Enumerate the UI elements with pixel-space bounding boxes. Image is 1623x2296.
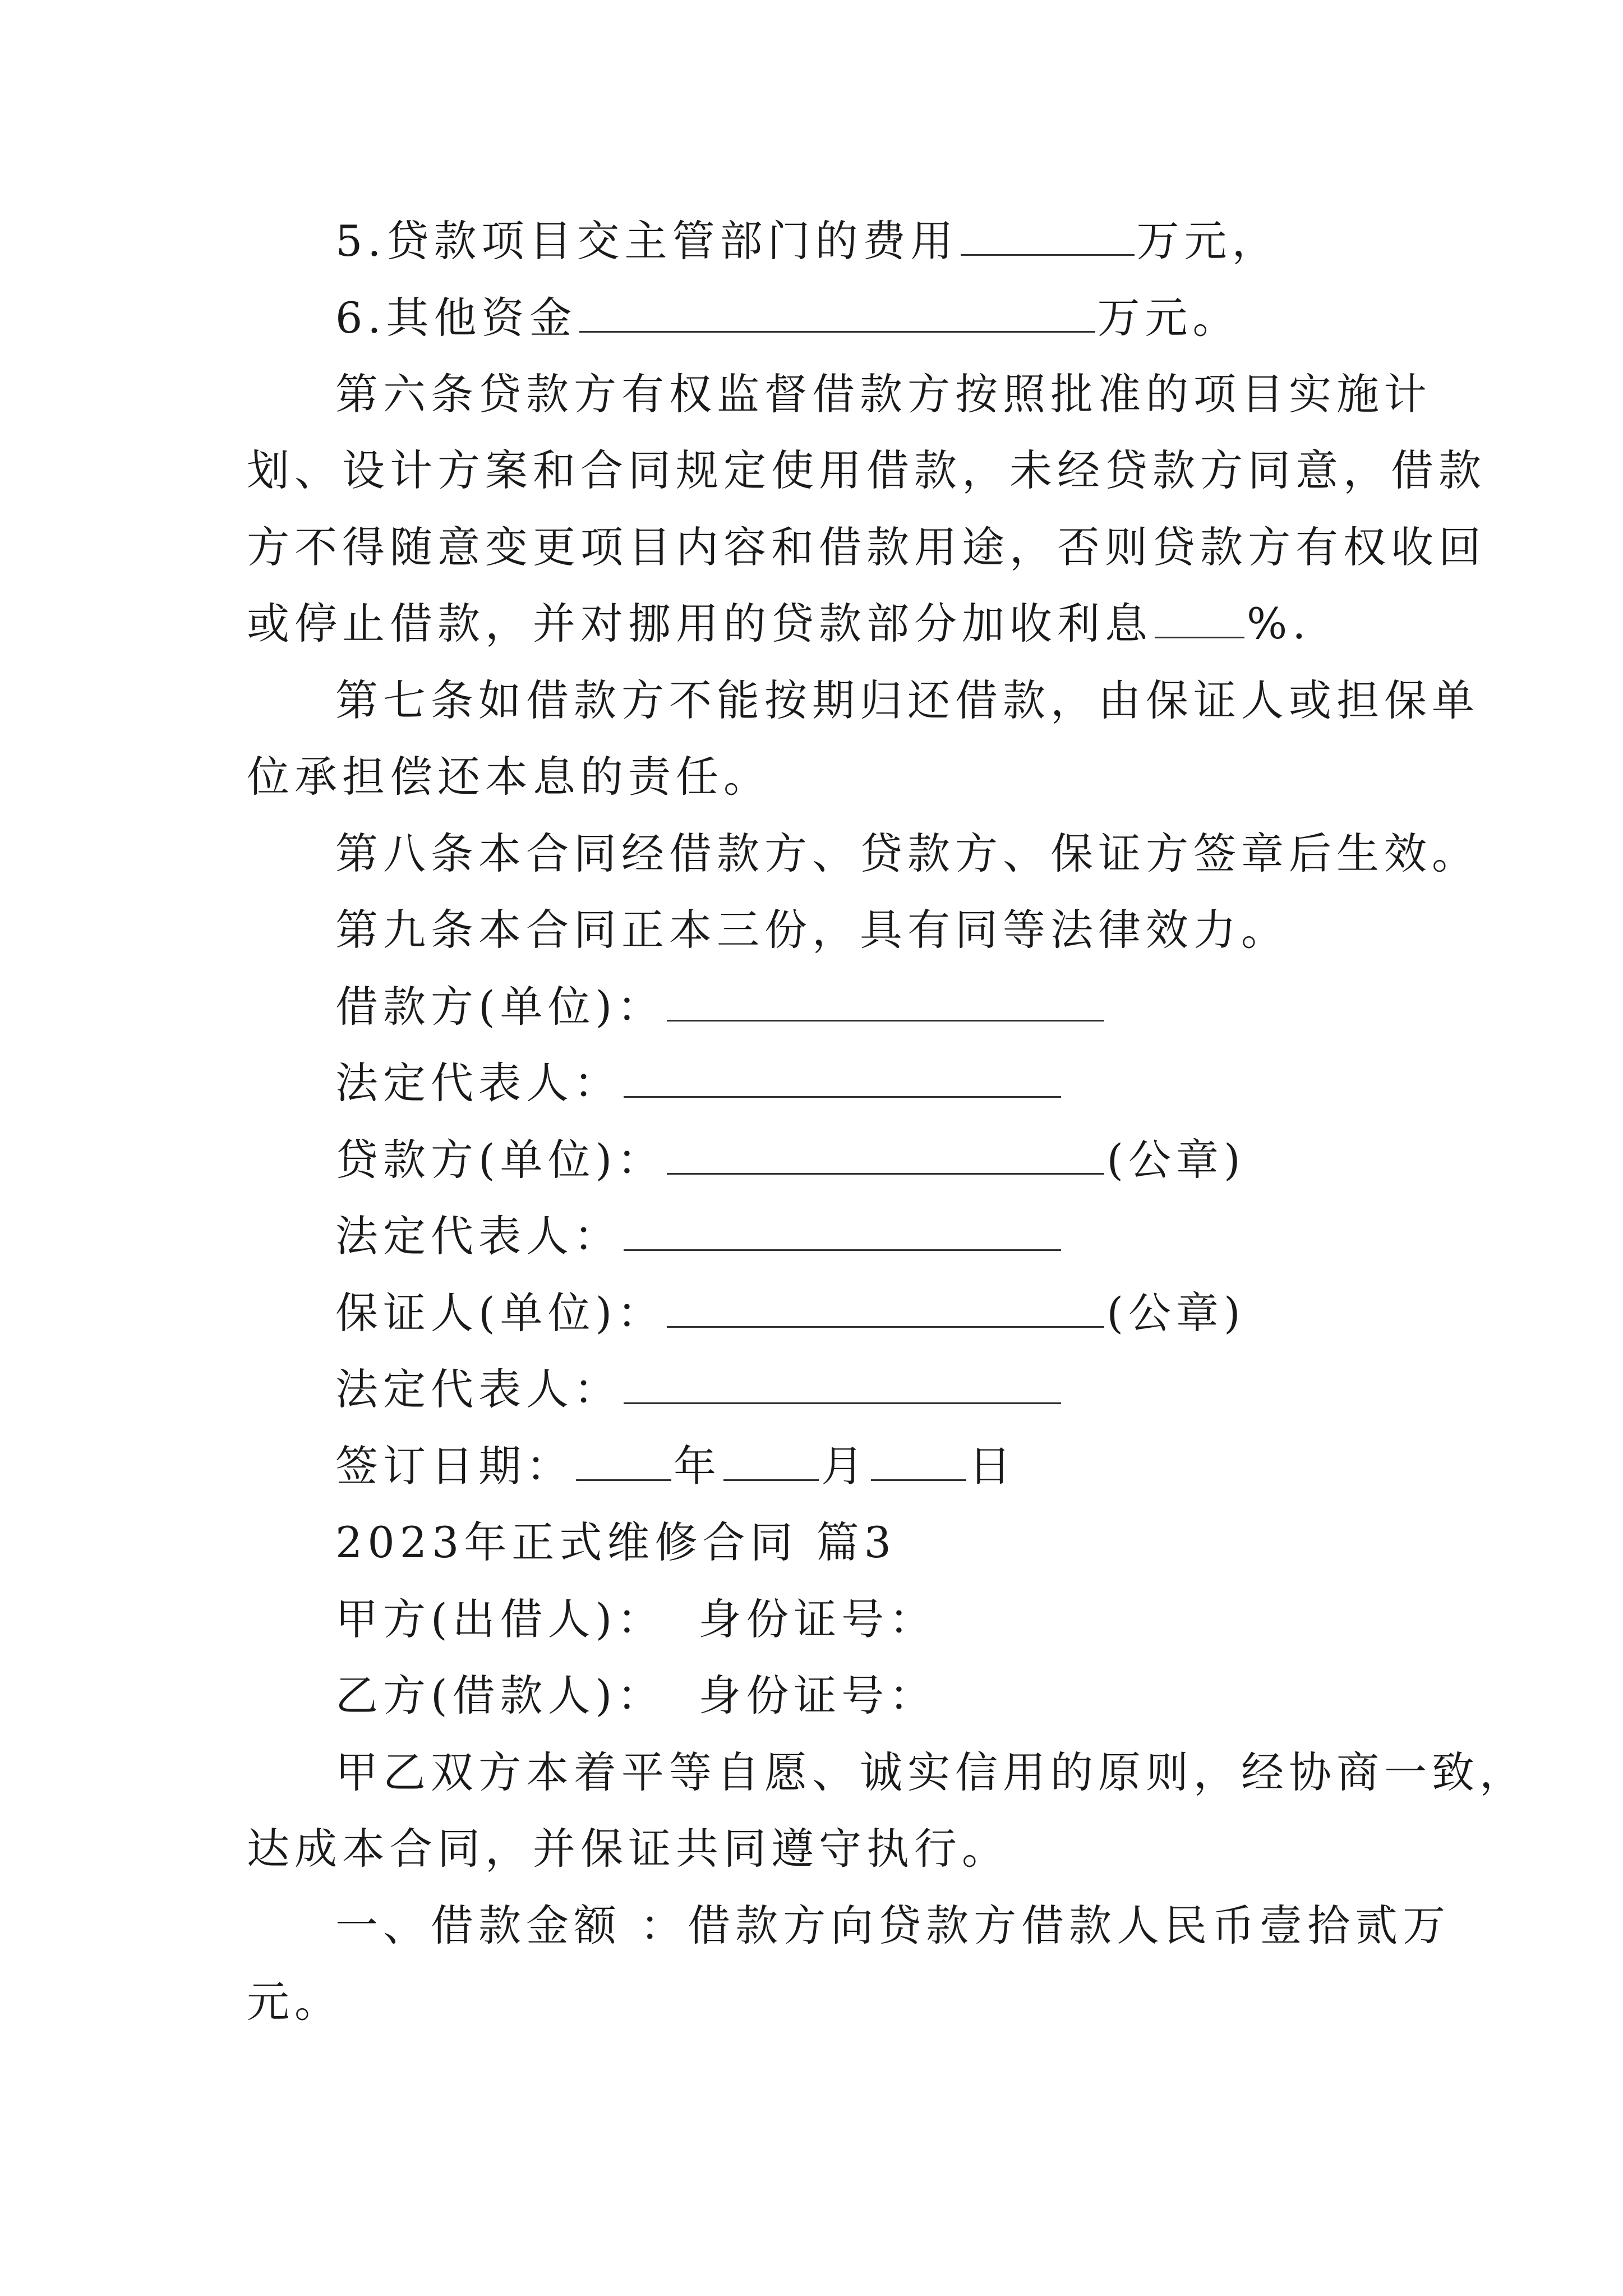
party-b-line	[335, 1668, 937, 1724]
blank-field	[667, 1291, 1104, 1328]
item-5-unit: 万元，	[1136, 216, 1280, 266]
item-6-text: 6.其他资金	[335, 293, 577, 343]
signing-date-line	[335, 1438, 1016, 1494]
legal-rep-label: 法定代表人：	[335, 1058, 621, 1108]
article-9: 第九条本合同正本三份，具有同等法律效力。	[335, 905, 1289, 955]
id-number-label: 身份证号：	[698, 1671, 937, 1720]
intro-line-1: 甲乙双方本着平等自愿、诚实信用的原则，经协商一致，	[335, 1747, 1527, 1797]
date-label: 签订日期：	[335, 1441, 574, 1491]
lender-label: 贷款方(单位)：	[335, 1135, 665, 1185]
legal-rep-line-1	[335, 1055, 1063, 1111]
clause-1-line-1: 一、借款金额 ：借款方向贷款方借款人民币壹拾贰万	[335, 1901, 1451, 1950]
article-6-line-2: 划、设计方案和合同规定使用借款，未经贷款方同意，借款	[247, 445, 1486, 495]
blank-field	[667, 985, 1104, 1022]
legal-rep-label: 法定代表人：	[335, 1211, 621, 1261]
guarantor-label: 保证人(单位)：	[335, 1288, 665, 1338]
clause-1-line-2: 元。	[247, 1977, 342, 2027]
intro-line-2: 达成本合同，并保证共同遵守执行。	[247, 1824, 1009, 1874]
item-5-text: 5.贷款项目交主管部门的费用	[335, 216, 958, 266]
blank-field	[1155, 602, 1244, 638]
party-b-label: 乙方(借款人)：	[335, 1671, 665, 1720]
day-label: 日	[969, 1441, 1016, 1491]
blank-field	[624, 1368, 1061, 1404]
article-6-line-1: 第六条贷款方有权监督借款方按照批准的项目实施计	[335, 369, 1432, 419]
id-number-label: 身份证号：	[698, 1594, 937, 1644]
party-a-label: 甲方(出借人)：	[335, 1594, 665, 1644]
article-7-line-1: 第七条如借款方不能按期归还借款，由保证人或担保单	[335, 675, 1479, 725]
blank-field	[871, 1444, 966, 1481]
borrower-label: 借款方(单位)：	[335, 982, 665, 1032]
item-5-line	[335, 213, 1280, 269]
blank-field	[961, 219, 1135, 256]
article-6-line-3: 方不得随意变更项目内容和借款用途，否则贷款方有权收回	[247, 522, 1486, 572]
blank-field	[723, 1444, 819, 1481]
blank-field	[624, 1061, 1061, 1098]
blank-field	[576, 1444, 671, 1481]
blank-field	[667, 1138, 1104, 1175]
legal-rep-line-2	[335, 1208, 1063, 1264]
section-3-title: 2023年正式维修合同 篇3	[335, 1517, 896, 1567]
article-7-line-2: 位承担偿还本息的责任。	[247, 752, 771, 802]
article-6-line-4-text: 或停止借款，并对挪用的贷款部分加收利息	[247, 599, 1152, 648]
borrower-signature-line	[335, 979, 1106, 1035]
year-label: 年	[674, 1441, 721, 1491]
seal-label: (公章)	[1106, 1135, 1246, 1185]
percent-sign: %.	[1247, 599, 1311, 648]
legal-rep-label: 法定代表人：	[335, 1364, 621, 1414]
article-6-line-4	[247, 596, 1311, 652]
seal-label: (公章)	[1106, 1288, 1246, 1338]
item-6-unit: 万元。	[1097, 293, 1241, 343]
item-6-line	[335, 290, 1241, 346]
lender-signature-line	[335, 1132, 1246, 1188]
guarantor-signature-line	[335, 1285, 1246, 1341]
article-8: 第八条本合同经借款方、贷款方、保证方签章后生效。	[335, 829, 1479, 878]
blank-field	[579, 296, 1095, 333]
blank-field	[624, 1214, 1061, 1251]
party-a-line	[335, 1591, 937, 1648]
month-label: 月	[821, 1441, 869, 1491]
legal-rep-line-3	[335, 1361, 1063, 1418]
